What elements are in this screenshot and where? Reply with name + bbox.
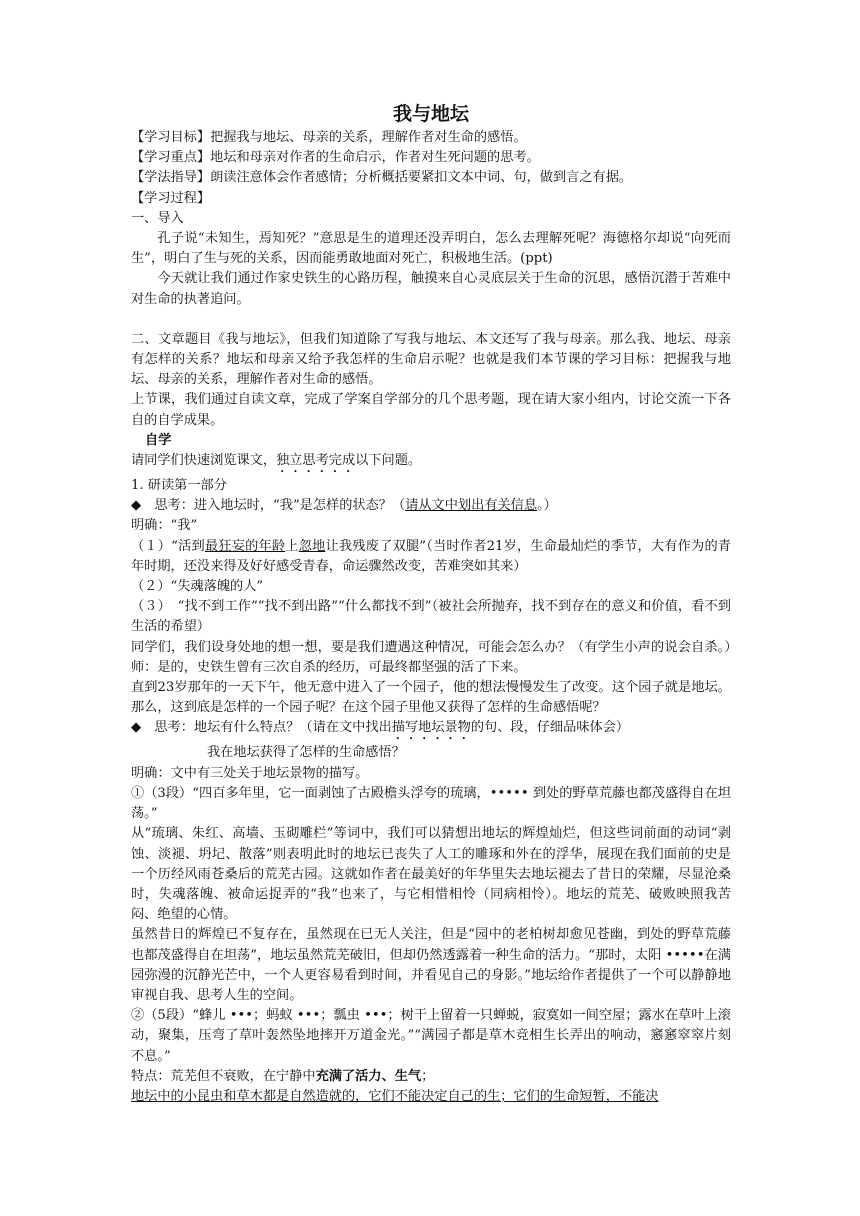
think2-emphasis: 描写地坛景物 — [391, 720, 471, 736]
learning-method-line: 【学法指导】朗读注意体会作者感情；分析概括要紧扣文本中词、句，做到言之有据。 — [131, 170, 633, 186]
blank-line — [131, 310, 731, 330]
item-1 — [131, 537, 731, 577]
feature-line — [131, 1067, 731, 1087]
learning-focus-line: 【学习重点】地坛和母亲对作者的生命启示，作者对生死问题的思考。 — [131, 150, 540, 166]
feature-end: ； — [421, 1068, 435, 1084]
section2-paragraph-2: 上节课，我们通过自读文章，完成了学案自学部分的几个思考题，现在请大家小组内，讨论交流一下各自的自学成果。 — [131, 392, 731, 428]
instruction-text-end: 以下问题。 — [355, 453, 422, 469]
item1-underlined-2: 忽地 — [298, 538, 326, 554]
self-study-heading: 自学 — [145, 432, 172, 448]
section2-paragraph-1: 二、文章题目《我与地坛》，但我们知道除了写我与地坛、本文还写了我与母亲。那么我、地坛、母亲有怎样的关系？地坛和母亲又给予我怎样的生命启示呢？也就是我们本节课的学习目标：把握我与地坛、母亲的关系，理解作者对生命的感悟。 — [131, 331, 731, 388]
think2-text: ◆ 思考：地坛有什么特点？（请在文中找出 — [131, 720, 392, 736]
feature-text: 特点：荒芜但不衰败，在宁静中 — [131, 1068, 316, 1084]
think-question-1 — [131, 496, 731, 516]
intro-heading: 一、导入 — [131, 210, 184, 226]
think1-text-end: 。） — [537, 498, 557, 514]
learning-goal-line: 【学习目标】把握我与地坛、母亲的关系，理解作者对生命的感悟。 — [131, 130, 527, 145]
garden-paragraph: 直到23岁那年的一天下午，他无意中进入了一个园子，他的想法慢慢发生了改变。这个园子就是地坛。那么，这到底是怎样的一个园子呢？在这个园子里他又获得了怎样的生命感悟呢？ — [131, 680, 731, 716]
clarify-1: 明确：“我” — [131, 518, 198, 534]
quote-1: ①（3段）“四百多年里，它一面剥蚀了古殿檐头浮夸的琉璃，••••• 到处的野草荒藤也都茂盛得自在坦荡。” — [131, 785, 731, 822]
learning-process-line: 【学习过程】 — [131, 190, 211, 206]
analysis-2: 虽然昔日的辉煌已不复存在，虽然现在已无人关注，但是“园中的老柏树却愈见苍幽，到处的野草荒藤也都茂盛得自在坦荡”，地坛虽然荒芜破旧，但却仍然透露着一种生命的活力。“那时，太阳 •••••在满园弥漫的沉静光芒中，一个人更容易看到时间，并看见自己的身影。”地坛给作者提供了一个可以静静地审视自我、思考人生的空间。 — [131, 927, 731, 1003]
document-page — [131, 100, 731, 1107]
quote-2: ②（5段）“蜂儿 •••；蚂蚁 •••；瓢虫 •••；树干上留着一只蝉蜕，寂寞如一间空屋；露水在草叶上滚动，聚集，压弯了草叶轰然坠地摔开万道金光。”“满园子都是草木竞相生长弄出的响动，窸窸窣窣片刻不息。” — [131, 1008, 731, 1064]
item1-underlined-1: 最狂妄的年龄 — [204, 538, 286, 554]
item1-text-end: 让我残废了双腿”（当时作者21岁，生命最灿烂的季节，大有作为的青年时期，还没来得及好好感受青春，命运骤然改变，苦难突如其来） — [131, 538, 732, 574]
suicide-paragraph: 同学们，我们设身处地的想一想，要是我们遭遇这种情况，可能会怎么办？（有学生小声的说会自杀。）师：是的，史铁生曾有三次自杀的经历，可最终都坚强的活了下来。 — [131, 639, 731, 675]
instruction-emphasis: 独立思考完成 — [276, 453, 356, 469]
intro-paragraph-2: 今天就让我们通过作家史铁生的心路历程，触摸来自心灵底层关于生命的沉思，感悟沉潜于苦难中对生命的执著追问。 — [131, 271, 731, 307]
intro-paragraph-1: 孔子说“未知生，焉知死？”意思是生的道理还没弄明白，怎么去理解死呢？海德格尔却说“向死而生”，明白了生与死的关系，因而能勇敢地面对死亡，积极地生活。(ppt) — [131, 231, 731, 267]
item1-text-mid: 上 — [285, 538, 299, 554]
think2-text-end: 的句、段，仔细品味体会） — [470, 720, 630, 736]
item1-text: （１）“活到 — [131, 538, 205, 554]
instruction-text: 请同学们快速浏览课文， — [131, 453, 277, 469]
feature-bold: 充满了活力、生气 — [315, 1068, 422, 1084]
item-2: （２）“失魂落魄的人” — [131, 579, 264, 595]
last-line: 地坛中的小昆虫和草木都是自然造就的，它们不能决定自己的生；它们的生命短暂，不能决 — [131, 1088, 659, 1104]
document-title: 我与地坛 — [392, 103, 469, 125]
clarify-2: 明确：文中有三处关于地坛景物的描写。 — [131, 765, 369, 781]
part1-heading: 1. 研读第一部分 — [131, 478, 227, 494]
think-question-2 — [131, 718, 731, 743]
item-3: （３） “找不到工作”“找不到出路”“什么都找不到”（被社会所抛弃，找不到存在的意义和价值，看不到生活的希望） — [131, 599, 731, 635]
think-question-2-sub: 我在地坛获得了怎样的生命感悟？ — [207, 745, 405, 761]
think1-underlined: 请从文中划出有关信息 — [405, 498, 538, 514]
analysis-1: 从“琉璃、朱红、高墙、玉砌雕栏”等词中，我们可以猜想出地坛的辉煌灿烂，但这些词前面的动词“剥蚀、淡褪、坍圮、散落”则表明此时的地坛已丧失了人工的雕琢和外在的浮华，展现在我们面前的史是一个历经风雨苍桑后的荒芜古园。这就如作者在最美好的年华里失去地坛褪去了昔日的荣耀，尽显沧桑时，失魂落魄、被命运捉弄的“我”也来了，与它相惜相怜（同病相怜）。地坛的荒芜、破败映照我苦闷、绝望的心情。 — [131, 826, 731, 923]
think1-text: ◆ 思考：进入地坛时，“我”是怎样的状态？（ — [131, 498, 406, 514]
self-study-instruction — [131, 451, 731, 476]
